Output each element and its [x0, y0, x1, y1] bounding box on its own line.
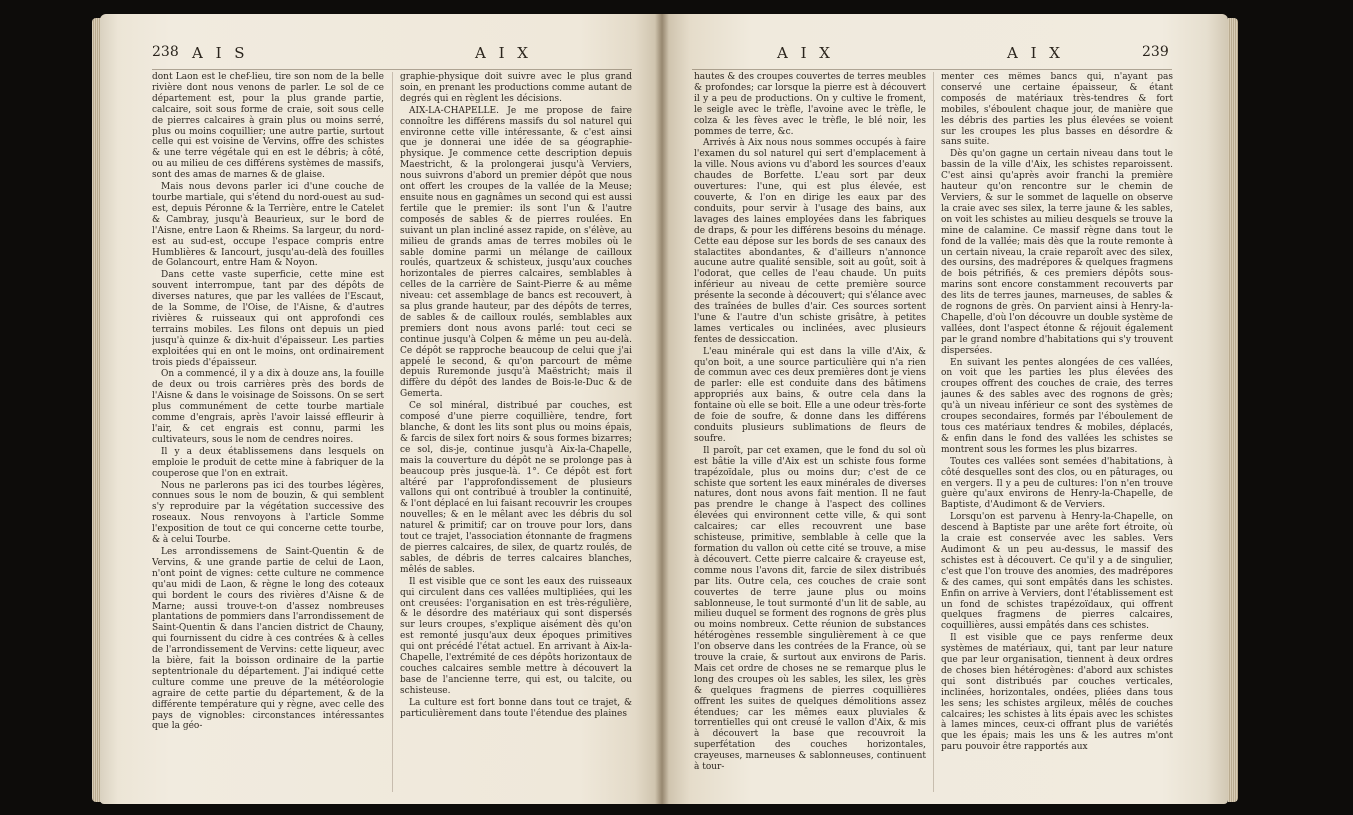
left-column-1 [152, 72, 384, 792]
paragraph: En suivant les pentes alongées de ces vallées, on voit que les parties les plus élevées des croupes offrent des couches de craie, des terres jaunes & des sables avec des rognons de grès; qu'à un niveau inférieur ce sont des systèmes de croupes secondaires, formés par l'éboulement de tous ces matériaux tendres & mobiles, déplacés, & enfin dans le fond des vallées les schistes se montrent sous les formes les plus bizarres. [941, 357, 1173, 455]
left-running-head-inner: A I X [475, 44, 532, 62]
left-page [100, 14, 662, 804]
paragraph: Dès qu'on gagne un certain niveau dans tout le bassin de la ville d'Aix, les schistes reparoissent. C'est ainsi qu'après avoir franchi la première hauteur qu'on rencontre sur le chemin de Verviers, & sur le sommet de laquelle on observe la craie avec ses silex, la terre jaune & les sables, on voit les schistes au milieu desquels se trouve la mine de calamine. Ce massif règne dans tout le fond de la vallée; mais dès que la route remonte à un certain niveau, la craie reparoît avec des silex, des oursins, des madrépores & quelques fragmens de bois pétrifiés, & ces premiers dépôts sous-marins sont encore constamment recouverts par des lits de terres jaunes, marneuses, de sables & de rognons de grès. On parvient ainsi à Henry-la-Chapelle, d'où l'on découvre un double système de vallées, dont l'aspect étonne & réjouit également par le grand nombre d'habitations qui s'y trouvent dispersées. [941, 149, 1173, 356]
paragraph: Ce sol minéral, distribué par couches, est composé d'une pierre coquillière, tendre, fort blanche, & dont les lits sont plus ou moins épais, & farcis de silex fort noirs & sous formes bizarres; ce sol, dis-je, continue jusqu'à Aix-la-Chapelle, mais la couverture du dépôt ne se prolonge pas à beaucoup près jusque-là. 1°. Ce dépôt est fort altéré par l'approfondissement de plusieurs vallons qui ont contribué à troubler la continuité, & l'ont déplacé en lui faisant recouvrir les croupes nouvelles; & en le mêlant avec les débris du sol naturel & primitif; car on trouve pour lors, dans tout ce trajet, l'association étonnante de fragmens de pierres calcaires, de silex, de quartz roulés, de sables, de débris de terres calcaires blanches, mêlés de sables. [400, 401, 632, 575]
paragraph: Arrivés à Aix nous nous sommes occupés à faire l'examen du sol naturel qui sert d'emplacement à la ville. Nous avions vu d'abord les sources d'eaux chaudes de Borfette. L'eau sort par deux ouvertures: l'une, qui est plus élevée, est couverte, & l'on en dirige les eaux par des conduits, pour servir à l'usage des bains, aux lavages des laines employées dans les fabriques de draps, & pour les différens besoins du ménage. Cette eau dépose sur les bords de ses canaux des stalactites abondantes, & d'ailleurs n'annonce aucune autre qualité sensible, soit au goût, soit à l'odorat, que celles de l'eau chaude. Un puits inférieur au niveau de cette première source présente la seconde à découvert; qui s'élance avec des traînées de bulles d'air. Ces sources sortent l'une & l'autre d'un schiste grisâtre, à petites lames verticales ou inclinées, avec plusieurs fentes de dessiccation. [694, 138, 926, 345]
right-running-head-inner: A I X [777, 44, 834, 62]
paragraph: Mais nous devons parler ici d'une couche de tourbe martiale, qui s'étend du nord-ouest au sud-est, depuis Péronne & la Terrière, entre le Catelet & Cambray, jusqu'à Beaurieux, sur le bord de l'Aisne, entre Laon & Rheims. Sa largeur, du nord-est au sud-est, occupe l'espace compris entre Humblières & Iancourt, jusqu'au-delà des fouilles de Golancourt, entre Ham & Noyon. [152, 182, 384, 269]
right-page-number: 239 [1142, 44, 1169, 60]
open-book [100, 14, 1228, 804]
right-page-edges [1228, 18, 1238, 802]
right-page [662, 14, 1228, 804]
left-column-divider [392, 72, 393, 792]
paragraph: Les arrondissemens de Saint-Quentin & de Vervins, & une grande partie de celui de Laon, n'ont point de vignes: cette culture ne commence qu'au midi de Laon, & règne le long des coteaux qui bordent le cours des rivières d'Aisne & de Marne; aussi trouve-t-on d'assez nombreuses plantations de pommiers dans l'arrondissement de Saint-Quentin & dans l'ancien district de Chauny, qui fournissent du cidre à ces contrées & à celles de l'arrondissement de Vervins: cette liqueur, avec la bière, fait la boisson ordinaire de la partie septentrionale du département. J'ai indiqué cette culture comme une preuve de la météorologie agraire de cette partie du département, & de la différente température qui y règne, avec celle des pays de vignobles: circonstances intéressantes que la géo- [152, 546, 384, 732]
paragraph: Il y a deux établissemens dans lesquels on emploie le produit de cette mine à fabriquer de la couperose que l'on en extrait. [152, 446, 384, 479]
right-column-divider [933, 72, 934, 792]
paragraph: graphie-physique doit suivre avec le plus grand soin, en prenant les productions comme autant de degrés qui en règlent les décisions. [400, 72, 632, 104]
paragraph: Il est visible que ce sont les eaux des ruisseaux qui circulent dans ces vallées multipliées, qui les ont creusées: l'organisation en est très-régulière, & le désordre des matériaux qui sont dispersés sur leurs croupes, s'explique aisément dès qu'on est remonté jusqu'aux deux époques primitives qui ont précédé l'état actuel. En arrivant à Aix-la-Chapelle, l'extrémité de ces dépôts horizontaux de couches calcaires semble mettre à découvert la base de l'ancienne terre, qui est, ou talcite, ou schisteuse. [400, 576, 632, 696]
paragraph: Il est visible que ce pays renferme deux systèmes de matériaux, qui, tant par leur nature que par leur organisation, tiennent à deux ordres de choses bien hétérogènes: d'abord aux schistes qui sont distribués par couches verticales, inclinées, horizontales, ondées, pliées dans tous les sens; les schistes argileux, mêlés de couches calcaires; les schistes à lits épais avec les schistes à lames minces, ceux-ci offrant plus de variétés que les épais; mais les uns & les autres m'ont paru pouvoir être rapportés aux [941, 633, 1173, 753]
book-gutter [655, 14, 669, 804]
right-head-rule [692, 69, 1172, 70]
paragraph: Lorsqu'on est parvenu à Henry-la-Chapelle, on descend à Baptiste par une arête fort étroite, où la craie est conservée avec les sables. Vers Audimont & un peu au-dessus, le massif des schistes est à découvert. Ce qu'il y a de singulier, c'est que l'on trouve des anomies, des madrépores & des cames, qui sont empâtés dans les schistes. Enfin on arrive à Verviers, dont l'établissement est un fond de schistes trapézoïdaux, qui offrent quelques fragmens de pierres calcaires, coquillières, aussi empâtés dans ces schistes. [941, 512, 1173, 632]
right-column-2 [941, 72, 1173, 792]
paragraph: menter ces mêmes bancs qui, n'ayant pas conservé une certaine épaisseur, & étant composés de matériaux très-tendres & fort mobiles, s'éboulent chaque jour, de manière que les débris des parties les plus élevées se voient sur les croupes les plus basses en désordre & sans suite. [941, 72, 1173, 148]
paragraph: Nous ne parlerons pas ici des tourbes légères, connues sous le nom de bouzin, & qui semblent s'y reproduire par la végétation successive des roseaux. Nous renvoyons à l'article Somme l'exposition de tout ce qui concerne cette tourbe, & à celui Tourbe. [152, 480, 384, 546]
paragraph: dont Laon est le chef-lieu, tire son nom de la belle rivière dont nous venons de parler. Le sol de ce département est, pour la plus grande partie, calcaire, soit sous forme de craie, soit sous celle de pierres calcaires à grain plus ou moins serré, plus ou moins coquillier; une autre partie, surtout celle qui est voisine de Vervins, offre des schistes & une terre végétale qui en est le débris; à côté, ou au milieu de ces différens systèmes de massifs, sont des amas de marnes & de glaise. [152, 72, 384, 181]
right-running-head-outer: A I X [1007, 44, 1064, 62]
right-column-1 [694, 72, 926, 792]
paragraph: Il paroît, par cet examen, que le fond du sol où est bâtie la ville d'Aix est un schiste fous forme trapézoïdale, plus ou moins dur; c'est de ce schiste que sortent les eaux minérales de diverses natures, dont nous avons fait mention. Il ne faut pas prendre le change à l'aspect des collines élevées qui environnent cette ville, & qui sont calcaires; car elles recouvrent une base schisteuse, primitive, semblable à celle que la formation du vallon où cette cité se trouve, a mise à découvert. Cette pierre calcaire & crayeuse est, comme nous l'avons dit, farcie de silex distribués par lits. Outre cela, ces couches de craie sont couvertes de terre jaune plus ou moins sablonneuse, le tout surmonté d'un lit de sable, au milieu duquel se forment des rognons de grès plus ou moins nombreux. Cette réunion de substances hétérogènes ressemble singulièrement à ce que l'on observe dans les contrées de la France, où se trouve la craie, & surtout aux environs de Paris. Mais cet ordre de choses ne se remarque plus le long des croupes où les sables, les silex, les grès & quelques fragmens de pierres coquillières offrent les suites de quelques démolitions assez étendues; car les mêmes eaux pluviales & torrentielles qui ont creusé le vallon d'Aix, & mis à découvert la base que recouvroit la superfétation des couches horizontales, crayeuses, marneuses & sablonneuses, continuent à tour- [694, 445, 926, 773]
left-head-rule [152, 69, 632, 70]
paragraph: Toutes ces vallées sont semées d'habitations, à côté desquelles sont des clos, ou en pâturages, ou en vergers. Il y a peu de cultures: l'on n'en trouve guère qu'aux environs de Henry-la-Chapelle, de Baptiste, d'Audimont & de Verviers. [941, 456, 1173, 511]
paragraph: AIX-LA-CHAPELLE. Je me propose de faire connoître les différens massifs du sol naturel qui environne cette ville intéressante, & c'est ainsi que je donnerai une idée de sa géographie-physique. Je commence cette description depuis Maestricht, & la prolongerai jusqu'à Verviers, nous suivrons d'abord un premier dépôt que nous ont offert les croupes de la vallée de la Meuse; ensuite nous en gagnâmes un second qui est aussi fertile que le premier: ils sont l'un & l'autre composés de sables & de pierres roulées. En suivant un plan incliné assez rapide, on s'élève, au milieu de grands amas de terres mobiles où le sable domine parmi un mélange de cailloux roulés, quartzeux & schisteux, jusqu'aux couches horizontales de pierres calcaires, semblables à celles de la carrière de Saint-Pierre & au même niveau: cet assemblage de bancs est recouvert, à sa plus grande hauteur, par des dépôts de terres, de sables & de cailloux roulés, semblables aux premiers dont nous avons parlé: tout ceci se continue jusqu'à Colpen & même un peu au-delà. Ce dépôt se rapproche beaucoup de celui que j'ai appelé le second, & qu'on parcourt de même depuis Ruremonde jusqu'à Maëstricht; mais il diffère du dépôt des landes de Bois-le-Duc & de Gemerta. [400, 105, 632, 400]
left-column-2 [400, 72, 632, 792]
left-running-head-outer: A I S [192, 44, 249, 62]
paragraph: L'eau minérale qui est dans la ville d'Aix, & qu'on boit, a une source particulière qui n'a rien de commun avec ces deux premières dont je viens de parler: elle est conduite dans des bâtimens appropriés aux bains, & outre cela dans la fontaine où elle se boit. Elle a une odeur très-forte de foie de soufre, & donne dans les différens conduits plusieurs sublimations de fleurs de soufre. [694, 346, 926, 444]
paragraph: Dans cette vaste superficie, cette mine est souvent interrompue, tant par des dépôts de diverses natures, que par les vallées de l'Escaut, de la Somme, de l'Oise, de l'Aisne, & d'autres rivières & ruisseaux qui ont approfondi ces terrains mobiles. Les filons ont depuis un pied jusqu'à quinze & dix-huit d'épaisseur. Les parties exploitées qui en ont le moins, ont ordinairement trois pieds d'épaisseur. [152, 270, 384, 368]
paragraph: On a commencé, il y a dix à douze ans, la fouille de deux ou trois carrières près des bords de l'Aisne & dans le voisinage de Soissons. On se sert plus communément de cette tourbe martiale comme d'engrais, après l'avoir laissé effleurir à l'air, & cet engrais est connu, parmi les cultivateurs, sous le nom de cendres noires. [152, 369, 384, 445]
paragraph: hautes & des croupes couvertes de terres meubles & profondes; car lorsque la pierre est à découvert il y a peu de productions. On y cultive le froment, le seigle avec le trèfle, l'avoine avec le trèfle, le colza & les fèves avec le trèfle, le blé noir, les pommes de terre, &c. [694, 72, 926, 137]
left-page-number: 238 [152, 44, 179, 60]
paragraph: La culture est fort bonne dans tout ce trajet, & particulièrement dans toute l'étendue des plaines [400, 697, 632, 719]
